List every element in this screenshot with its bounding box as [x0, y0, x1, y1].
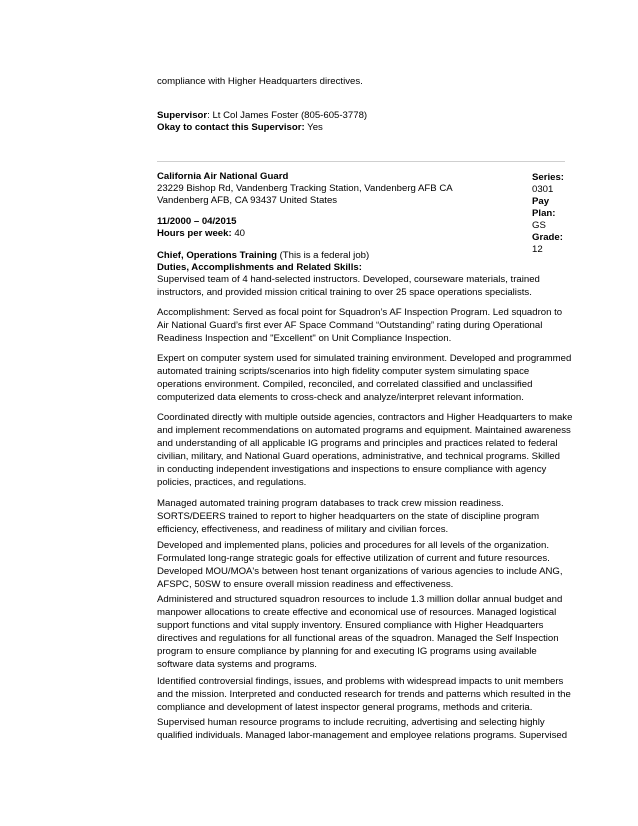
duties-heading: Duties, Accomplishments and Related Skills: [157, 262, 362, 273]
paragraph-line: policies, practices, and regulations. [157, 477, 307, 488]
duty-paragraph [157, 497, 569, 536]
paragraph-line: Accomplishment: Served as focal point for Squadron’s AF Inspection Program. Led squadron to [157, 307, 563, 318]
pay-plan-label-1: Pay [532, 196, 550, 207]
hours-value: 40 [231, 228, 245, 239]
duty-paragraph [157, 273, 569, 299]
paragraph-line: SORTS/DEERS trained to report to higher headquarters on the state of discipline program [157, 511, 540, 522]
paragraph-line: Developed and implemented plans, policies and procedures for all levels of the organization. [157, 540, 549, 551]
duty-paragraph [157, 306, 569, 345]
paragraph-line: Coordinated directly with multiple outside agencies, contractors and Higher Headquarters to make [157, 412, 573, 423]
paragraph-line: efficiency, effectiveness, and readiness of military and civilian forces. [157, 524, 449, 535]
paragraph-line: Air National Guard’s first ever AF Space Command “Outstanding” rating during Operational [157, 320, 543, 331]
grade-value: 12 [532, 244, 543, 255]
paragraph-line: program to ensure compliance by planning for and executing IG programs using available [157, 646, 537, 657]
series-label: Series: [532, 172, 564, 183]
duty-paragraph [157, 352, 572, 404]
paragraph-line: Supervised human resource programs to include recruiting, advertising and selecting highly [157, 717, 545, 728]
contact-value: Yes [304, 122, 323, 133]
supervisor-label: Supervisor [157, 110, 208, 121]
paragraph-line: Identified controversial findings, issues, and problems with widespread impacts to unit members [157, 676, 564, 687]
paragraph-line: Expert on computer system used for simulated training environment. Developed and programmed [157, 353, 572, 364]
paragraph-line: and the mission. Interpreted and conducted research for trends and patterns which resulted in the [157, 689, 571, 700]
paragraph-line: support functions and vital supply inventory. Ensured compliance with Higher Headquarters [157, 620, 544, 631]
paragraph-line: and understanding of all applicable IG programs and principles and practices related to federal [157, 438, 558, 449]
paragraph-line: directives and regulations for all functional areas of the squadron. Managed the Self Inspection [157, 633, 559, 644]
paragraph-line: manpower allocations to create effective and economical use of resources. Managed logistical [157, 607, 557, 618]
paragraph-line: software data systems and programs. [157, 659, 317, 670]
paragraph-line: Managed automated training program databases to track crew mission readiness. [157, 498, 504, 509]
job-title-line [157, 250, 369, 262]
duty-paragraph [157, 539, 569, 591]
paragraph-line: civilian, military, and National Guard operations, administrative, and technical programs. Skilled [157, 451, 560, 462]
employer-name: California Air National Guard [157, 171, 289, 182]
paragraph-line: compliance and development of latest inspector general programs, methods and criteria. [157, 702, 533, 713]
supervisor-line [157, 110, 367, 122]
duty-paragraph [157, 716, 569, 742]
paragraph-line: automated training scripts/scenarios into high fidelity computer system simulating space [157, 366, 530, 377]
top-line: compliance with Higher Headquarters directives. [157, 76, 363, 87]
employer-address-2: Vandenberg AFB, CA 93437 United States [157, 195, 338, 206]
contact-label: Okay to contact this Supervisor: [157, 122, 305, 133]
paragraph-line: computerized data elements to cross-check and analyze/interpret relevant information. [157, 392, 524, 403]
paragraph-line: Formulated long-range strategic goals for effective utilization of current and future resources. [157, 553, 550, 564]
section-divider [157, 161, 565, 162]
supervisor-value: : Lt Col James Foster (805-605-3778) [207, 110, 368, 121]
contact-line [157, 122, 323, 134]
paragraph-line: qualified individuals. Managed labor-management and employee relations programs. Supervised [157, 730, 568, 741]
paragraph-line: in conducting independent investigations and inspections to ensure compliance with agency [157, 464, 547, 475]
job-title: Chief, Operations Training [157, 250, 277, 261]
paragraph-line: AFSPC, 50SW to ensure overall mission readiness and effectiveness. [157, 579, 454, 590]
hours-line [157, 228, 245, 240]
pay-plan-label-2: Plan: [532, 208, 556, 219]
paragraph-line: instructors, and provided mission critical training to over 25 space operations specialists. [157, 287, 532, 298]
employment-dates: 11/2000 – 04/2015 [157, 216, 237, 227]
paragraph-line: operations environment. Compiled, reconciled, and correlated classified and unclassified [157, 379, 533, 390]
paragraph-line: and implement recommendations on automated programs and equipment. Maintained awareness [157, 425, 571, 436]
pay-plan-value: GS [532, 220, 546, 231]
duty-paragraph [157, 675, 569, 714]
paragraph-line: Readiness Inspection and "Excellent" on Unit Compliance Inspection. [157, 333, 452, 344]
paragraph-line: Developed MOU/MOA's between host tenant organizations of various agencies to include ANG, [157, 566, 563, 577]
duty-paragraph [157, 593, 569, 671]
paragraph-line: Administered and structured squadron resources to include 1.3 million dollar annual budget and [157, 594, 563, 605]
paragraph-line: Supervised team of 4 hand-selected instructors. Developed, courseware materials, trained [157, 274, 540, 285]
series-value: 0301 [532, 184, 554, 195]
employer-address-1: 23229 Bishop Rd, Vandenberg Tracking Station, Vandenberg AFB CA [157, 183, 453, 194]
hours-label: Hours per week: [157, 228, 232, 239]
job-title-note: (This is a federal job) [276, 250, 370, 261]
duty-paragraph [157, 411, 573, 489]
grade-label: Grade: [532, 232, 563, 243]
